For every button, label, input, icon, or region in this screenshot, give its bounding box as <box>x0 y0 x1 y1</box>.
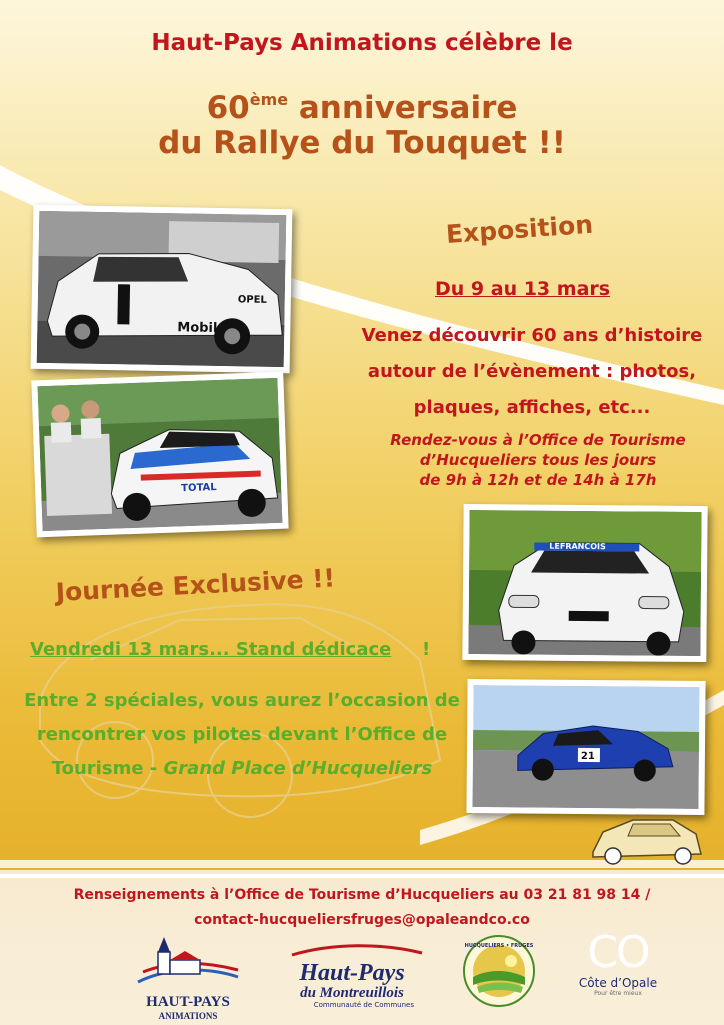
journee-body <box>22 684 462 786</box>
car-sketch-icon <box>588 812 706 868</box>
opel-manta-image <box>37 211 287 367</box>
opel-sponsor-text: Mobil <box>177 320 218 336</box>
cote-tagline: Pour être mieux <box>594 990 642 997</box>
haut-pays-sub: ANIMATIONS <box>158 1011 218 1021</box>
journee-title: Journée Exclusive !! <box>55 563 336 607</box>
header-anniversary <box>0 82 724 161</box>
anniversary-text: anniversaire <box>288 90 518 126</box>
exposition-dates: Du 9 au 13 mars <box>435 278 611 300</box>
exposition-body <box>346 318 718 426</box>
hucqueliers-title: HUCQUELIERS • FRUGES <box>464 943 534 949</box>
haut-pays-title: HAUT-PAYS <box>146 994 230 1010</box>
journee-body-line3 <box>22 752 462 786</box>
footer-contact-line2: contact-hucqueliersfruges@opaleandco.co <box>194 912 530 928</box>
logo-haut-pays-montreuillois <box>272 942 432 1009</box>
cote-name: Côte d’Opale <box>578 976 658 990</box>
toyota-image <box>468 510 701 656</box>
exposition-info-line: d’Hucqueliers tous les jours <box>419 451 657 469</box>
footer-divider <box>0 874 724 878</box>
exposition-title: Exposition <box>445 209 594 249</box>
journee-subtitle: Vendredi 13 mars... Stand dédicace <box>30 639 392 660</box>
exposition-info <box>352 430 724 490</box>
footer-contact-line1: Renseignements à l’Office de Tourisme d’Hucqueliers au 03 21 81 98 14 / <box>73 887 651 903</box>
peugeot-image <box>38 378 283 531</box>
journee-body-line1: Entre 2 spéciales, vous aurez l’occasion de <box>24 690 460 711</box>
logo-cote-dopale <box>568 927 668 997</box>
logo-hucqueliers-fruges <box>463 935 535 1007</box>
toyota-sponsor-text: LEFRANCOIS <box>549 541 606 552</box>
photo-opel-manta <box>31 205 293 373</box>
exposition-body-line: Venez découvrir 60 ans d’histoire <box>361 325 703 346</box>
anniversary-number: 60 <box>206 90 250 126</box>
header-line3: du Rallye du Touquet !! <box>158 125 566 161</box>
cote-letters: CO <box>587 927 649 978</box>
round-landscape-icon <box>463 935 535 1007</box>
exposition-info-line: de 9h à 12h et de 14h à 17h <box>419 471 657 489</box>
alpine-number-text: 21 <box>580 750 595 763</box>
montreuillois-line1: Haut-Pays <box>299 960 405 986</box>
opel-plate-text: OPEL <box>237 294 267 306</box>
photo-peugeot-205 <box>31 372 288 538</box>
exposition-body-line: plaques, affiches, etc... <box>413 397 651 418</box>
alpine-image <box>472 685 699 809</box>
journee-body-line3-plain: Tourisme - <box>51 758 164 779</box>
montreuillois-sub: Communauté de Communes <box>313 1001 414 1009</box>
church-icon <box>128 932 248 990</box>
photo-toyota-celica <box>462 504 707 662</box>
header-line1: Haut-Pays Animations célèbre le <box>151 30 573 56</box>
journee-body-line3-italic: Grand Place d’Hucqueliers <box>163 758 433 779</box>
journee-body-line2: rencontrer vos pilotes devant l’Office de <box>36 724 448 745</box>
logo-haut-pays-animations <box>128 932 248 1021</box>
swoosh-arc-icon <box>272 943 432 957</box>
montreuillois-line2: du Montreuillois <box>300 985 404 1001</box>
journee-subtitle-end: ! <box>422 639 431 660</box>
peugeot-sponsor-text: TOTAL <box>181 482 217 495</box>
photo-alpine-a110 <box>466 679 705 815</box>
exposition-body-line: autour de l’évènement : photos, <box>367 361 697 382</box>
anniversary-sup: ème <box>249 90 289 109</box>
exposition-info-line: Rendez-vous à l’Office de Tourisme <box>390 431 686 449</box>
